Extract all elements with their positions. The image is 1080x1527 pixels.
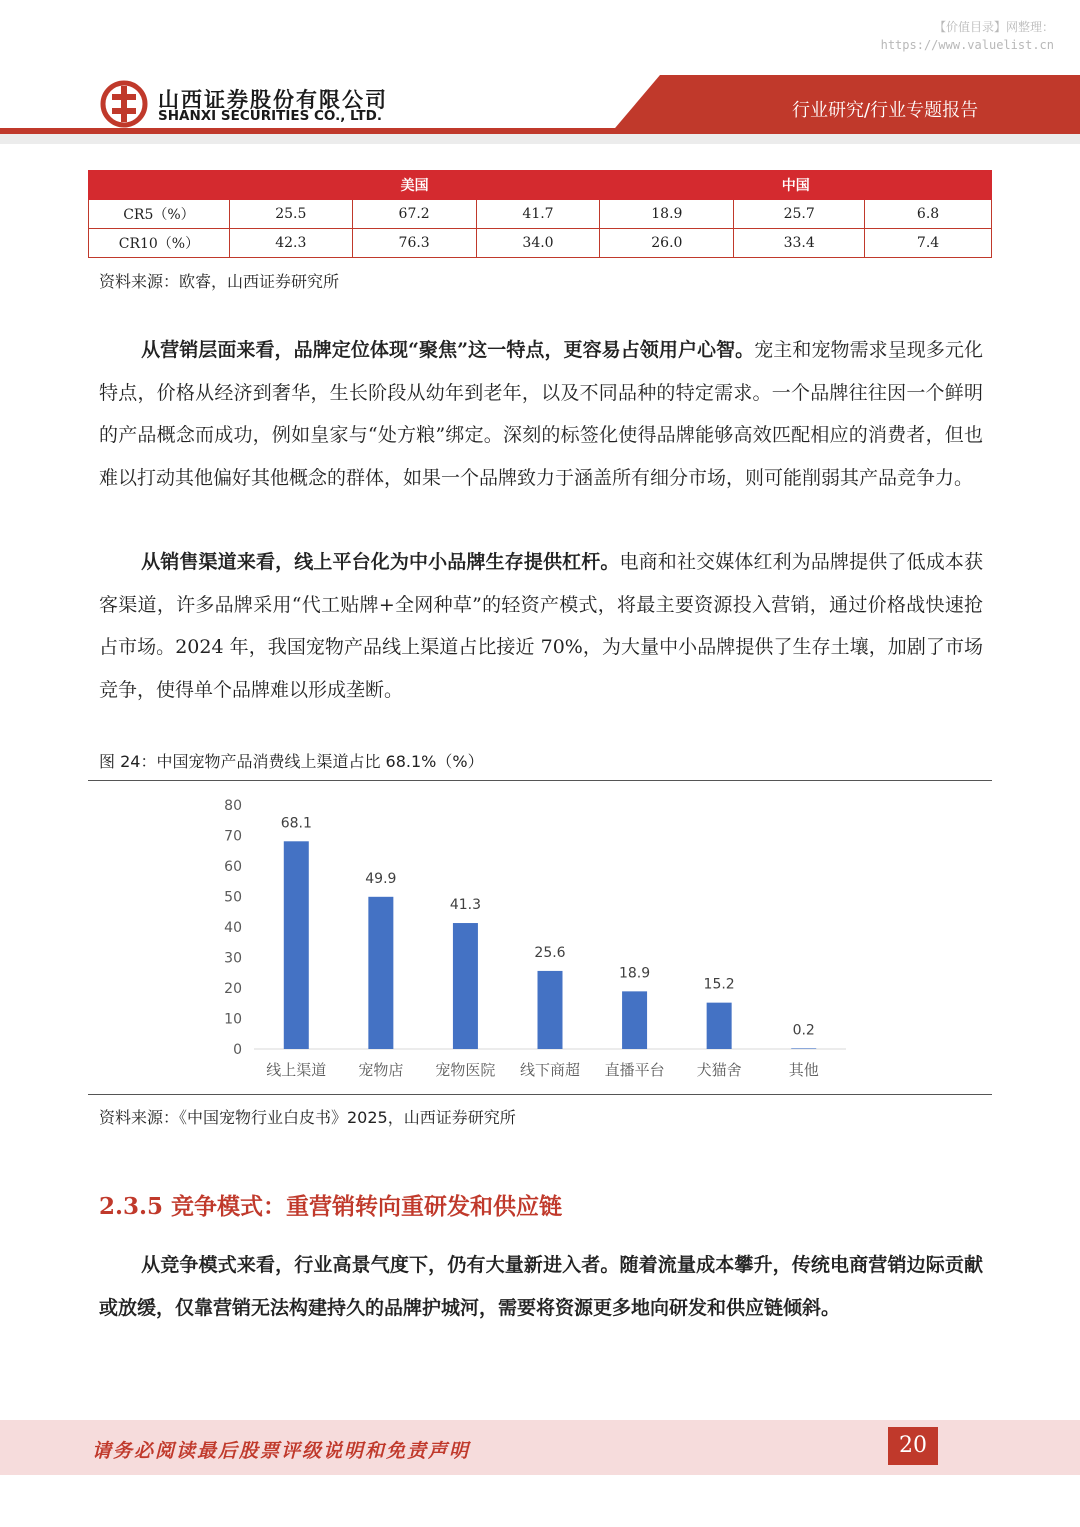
bar (368, 897, 393, 1049)
table-header-row (89, 171, 992, 200)
paragraph-channels (99, 541, 983, 711)
figure-source: 资料来源：《中国宠物行业白皮书》2025，山西证券研究所 (99, 1108, 516, 1127)
figure-bottom-rule (88, 1094, 992, 1095)
paragraph-competition (99, 1244, 983, 1329)
data-label: 68.1 (280, 815, 312, 832)
paragraph-lead: 从销售渠道来看，线上平台化为中小品牌生存提供杠杆。 (141, 551, 620, 573)
table-header-cell (89, 171, 230, 200)
table-group-header-us: 美国 (229, 171, 600, 200)
table-cell: 26.0 (600, 229, 734, 258)
table-cell: 6.8 (865, 200, 992, 229)
table-source: 资料来源：欧睿，山西证券研究所 (99, 272, 340, 291)
table-cell: 67.2 (352, 200, 476, 229)
watermark-line1: 【价值目录】网整理： (933, 20, 1054, 34)
bar (622, 991, 647, 1049)
bar (791, 1048, 816, 1049)
y-tick-label: 10 (224, 1011, 242, 1028)
row-label: CR5（%） (89, 200, 230, 229)
company-name-cn: 山西证券股份有限公司 (158, 88, 388, 112)
y-tick-label: 70 (224, 828, 242, 845)
x-tick-label: 线上渠道 (266, 1061, 327, 1079)
table-cell: 25.7 (734, 200, 865, 229)
paragraph-marketing (99, 329, 983, 499)
y-tick-label: 60 (224, 859, 242, 875)
paragraph-body: 电商和社交媒体红利为品牌提供了低成本获客渠道，许多品牌采用“代工贴牌+全网种草”的轻资产模式，将最主要资源投入营销，通过价格战快速抢占市场。2024 年，我国宠物产品线上渠道占比接近 70%，为大量中小品牌提供了生存土壤，加剧了市场竞争，使得单个品牌难以形成垄断。 (99, 551, 983, 701)
y-tick-label: 0 (233, 1042, 242, 1058)
bar (453, 923, 478, 1049)
table-row (89, 229, 992, 258)
x-tick-label: 宠物店 (358, 1061, 404, 1079)
data-label: 49.9 (365, 870, 397, 887)
x-tick-label: 直播平台 (604, 1061, 665, 1079)
table-cell: 7.4 (865, 229, 992, 258)
page-number: 20 (888, 1427, 938, 1465)
bar-chart (88, 781, 992, 1093)
table-cell: 25.5 (229, 200, 352, 229)
x-tick-label: 犬猫舍 (696, 1061, 742, 1079)
table-cell: 34.0 (476, 229, 600, 258)
paragraph-lead: 从竞争模式来看，行业高景气度下，仍有大量新进入者。随着流量成本攀升，传统电商营销边际贡献或放缓，仅靠营销无法构建持久的品牌护城河，需要将资源更多地向研发和供应链倾斜。 (99, 1254, 983, 1319)
section-heading: 2.3.5 竞争模式：重营销转向重研发和供应链 (99, 1193, 563, 1220)
company-name-en: SHANXI SECURITIES CO., LTD. (158, 108, 382, 124)
data-label: 0.2 (792, 1022, 815, 1039)
company-logo-icon (100, 80, 148, 128)
x-tick-label: 宠物医院 (435, 1061, 496, 1079)
paragraph-lead: 从营销层面来看，品牌定位体现“聚焦”这一特点，更容易占领用户心智。 (141, 339, 755, 361)
y-tick-label: 20 (224, 981, 242, 997)
y-tick-label: 80 (224, 798, 242, 814)
paragraph-body: 宠主和宠物需求呈现多元化特点，价格从经济到奢华，生长阶段从幼年到老年，以及不同品种的特定需求。一个品牌往往因一个鲜明的产品概念而成功，例如皇家与“处方粮”绑定。深刻的标签化使得品牌能够高效匹配相应的消费者，但也难以打动其他偏好其他概念的群体，如果一个品牌致力于涵盖所有细分市场，则可能削弱其产品竞争力。 (99, 339, 983, 489)
table-row (89, 200, 992, 229)
bar (538, 971, 563, 1049)
header-divider (0, 134, 1080, 144)
bar (707, 1003, 732, 1049)
y-tick-label: 50 (224, 889, 242, 906)
x-tick-label: 线下商超 (519, 1061, 581, 1079)
table-cell: 41.7 (476, 200, 600, 229)
table-group-header-cn: 中国 (600, 171, 992, 200)
table-cell: 42.3 (229, 229, 352, 258)
table-cell: 76.3 (352, 229, 476, 258)
data-label: 18.9 (618, 965, 651, 982)
watermark-line2: https://www.valuelist.cn (880, 38, 1054, 52)
concentration-table (88, 170, 992, 258)
y-tick-label: 30 (224, 950, 242, 967)
footer-disclaimer: 请务必阅读最后股票评级说明和免责声明 (92, 1440, 471, 1462)
table-cell: 33.4 (734, 229, 865, 258)
x-tick-label: 其他 (788, 1061, 819, 1079)
y-tick-label: 40 (224, 920, 242, 936)
data-label: 25.6 (534, 944, 566, 961)
row-label: CR10（%） (89, 229, 230, 258)
data-label: 41.3 (449, 897, 482, 914)
report-type: 行业研究/行业专题报告 (792, 100, 979, 121)
bar (284, 841, 309, 1049)
table-cell: 18.9 (600, 200, 734, 229)
data-label: 15.2 (703, 976, 735, 993)
figure-caption: 图 24：中国宠物产品消费线上渠道占比 68.1%（%） (99, 752, 484, 771)
